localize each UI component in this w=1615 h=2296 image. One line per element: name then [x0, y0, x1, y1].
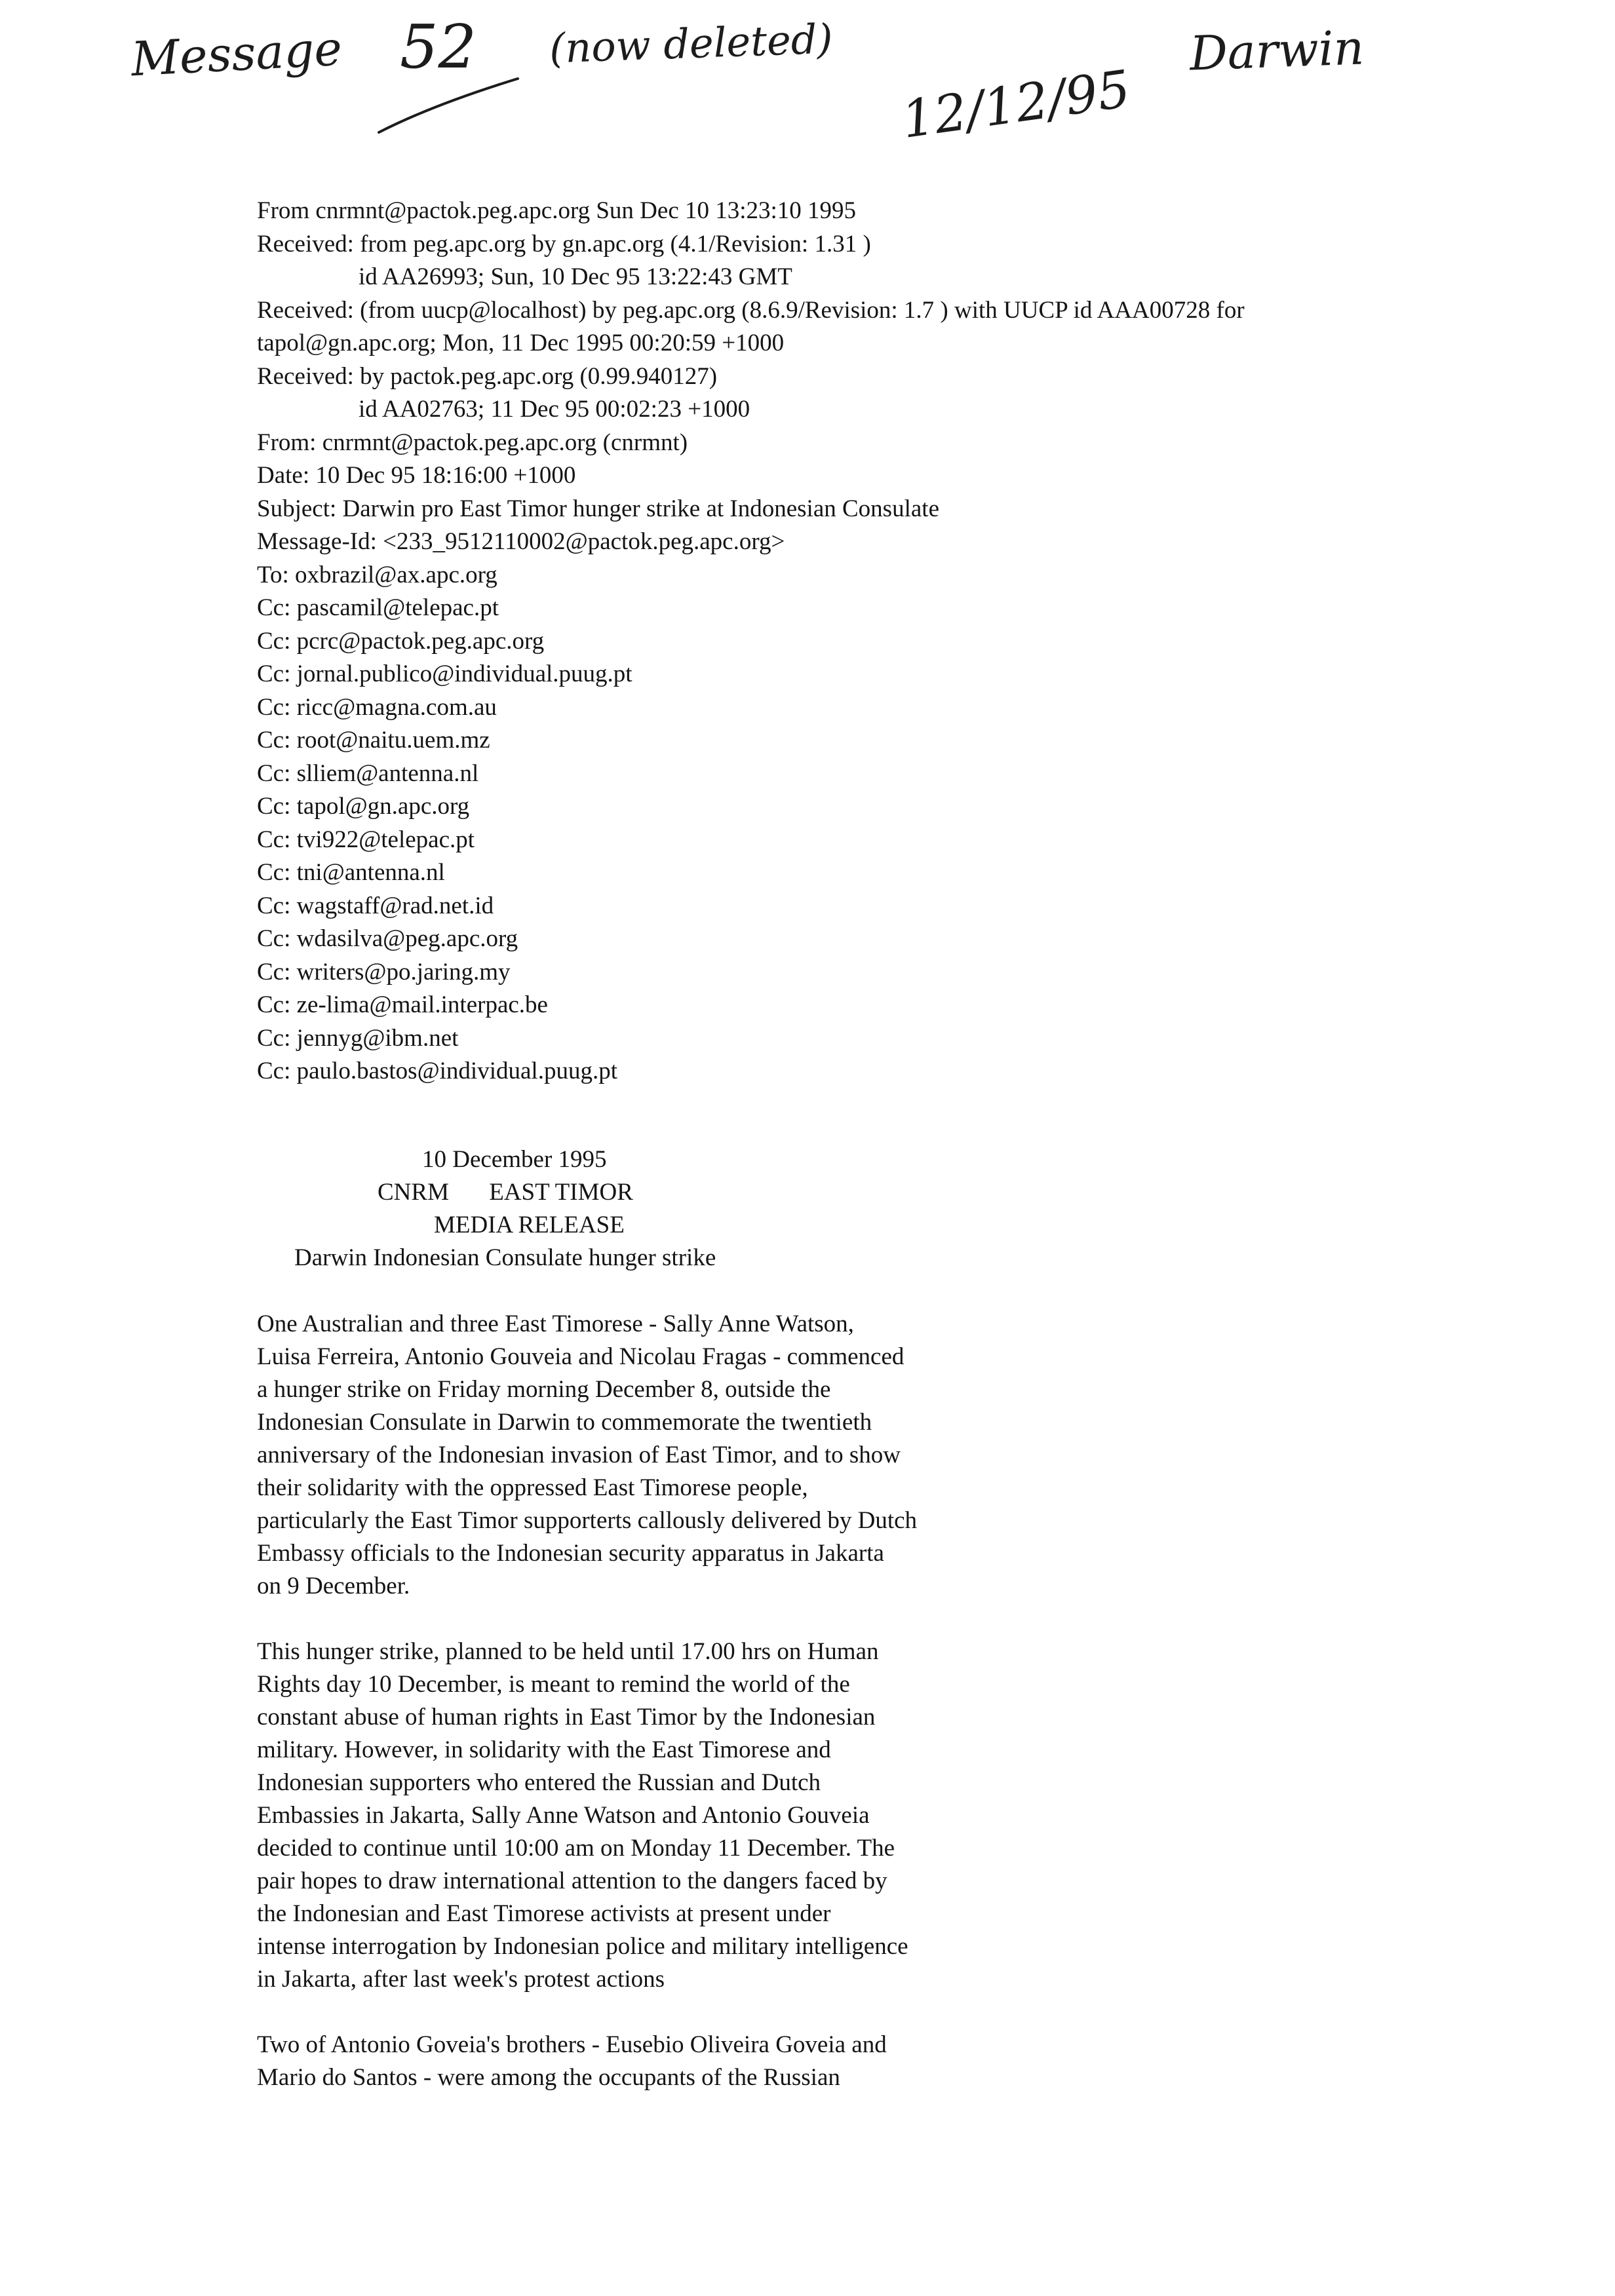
paragraph-line: Rights day 10 December, is meant to remind the world of the: [257, 1671, 850, 1698]
paragraph-3: [257, 2029, 1096, 2094]
header-line: Message-Id: <233_9512110002@pactok.peg.apc.org>: [257, 528, 785, 555]
header-line: Cc: paulo.bastos@individual.puug.pt: [257, 1058, 617, 1084]
handwritten-message-label: Message: [130, 20, 343, 87]
handwritten-date: 12/12/95: [898, 60, 1134, 150]
handwritten-deleted-note: (now deleted): [548, 14, 834, 73]
header-line: Cc: pascamil@telepac.pt: [257, 594, 499, 621]
paragraph-line: military. However, in solidarity with the East Timorese and: [257, 1736, 831, 1763]
release-date: 10 December 1995: [422, 1146, 607, 1173]
header-line: id AA02763; 11 Dec 95 00:02:23 +1000: [359, 396, 750, 423]
media-release-heading: [257, 1143, 1175, 1274]
paragraph-line: Indonesian supporters who entered the Russian and Dutch: [257, 1769, 821, 1796]
paragraph-line: intense interrogation by Indonesian police and military intelligence: [257, 1933, 908, 1960]
paragraph-line: One Australian and three East Timorese - Sally Anne Watson,: [257, 1311, 854, 1337]
paragraph-line: particularly the East Timor supporterts callously delivered by Dutch: [257, 1507, 918, 1534]
header-line: To: oxbrazil@ax.apc.org: [257, 561, 497, 588]
header-line: Cc: writers@po.jaring.my: [257, 958, 511, 985]
header-line: Cc: ze-lima@mail.interpac.be: [257, 991, 548, 1018]
header-line: Cc: slliem@antenna.nl: [257, 759, 479, 787]
email-headers: [257, 195, 1502, 1088]
paragraph-line: Two of Antonio Goveia's brothers - Eusebio Oliveira Goveia and: [257, 2031, 887, 2058]
paragraph-1: [257, 1308, 1096, 1603]
header-line: Subject: Darwin pro East Timor hunger strike at Indonesian Consulate: [257, 495, 939, 522]
paragraph-line: Indonesian Consulate in Darwin to commemorate the twentieth: [257, 1409, 872, 1436]
paragraph-line: This hunger strike, planned to be held until 17.00 hrs on Human: [257, 1638, 879, 1665]
header-line: Date: 10 Dec 95 18:16:00 +1000: [257, 462, 576, 489]
header-line: Cc: root@naitu.uem.mz: [257, 727, 490, 754]
header-line: Cc: pcrc@pactok.peg.apc.org: [257, 627, 545, 655]
header-line: Received: by pactok.peg.apc.org (0.99.940127): [257, 362, 718, 390]
paragraph-2: [257, 1636, 1096, 1996]
paragraph-line: constant abuse of human rights in East Timor by the Indonesian: [257, 1704, 876, 1731]
header-line: Received: (from uucp@localhost) by peg.apc.org (8.6.9/Revision: 1.7 ) with UUCP id AAA00728 for: [257, 296, 1245, 324]
header-line: Cc: tni@antenna.nl: [257, 859, 445, 886]
paragraph-line: anniversary of the Indonesian invasion of East Timor, and to show: [257, 1442, 901, 1468]
paragraph-line: Embassy officials to the Indonesian security apparatus in Jakarta: [257, 1540, 884, 1567]
paragraph-line: the Indonesian and East Timorese activists at present under: [257, 1900, 831, 1927]
release-type: MEDIA RELEASE: [434, 1212, 625, 1238]
paragraph-line: decided to continue until 10:00 am on Monday 11 December. The: [257, 1835, 895, 1862]
header-line: Cc: jennyg@ibm.net: [257, 1024, 459, 1052]
header-line: Cc: wagstaff@rad.net.id: [257, 892, 494, 919]
release-headline: Darwin Indonesian Consulate hunger strike: [294, 1244, 716, 1271]
handwritten-message-number: 52: [400, 12, 477, 82]
paragraph-line: a hunger strike on Friday morning December 8, outside the: [257, 1376, 831, 1403]
header-line: Received: from peg.apc.org by gn.apc.org (4.1/Revision: 1.31 ): [257, 230, 871, 258]
release-region: EAST TIMOR: [489, 1179, 633, 1206]
underline-stroke: [379, 79, 518, 132]
header-line: id AA26993; Sun, 10 Dec 95 13:22:43 GMT: [359, 263, 792, 290]
paragraph-line: Embassies in Jakarta, Sally Anne Watson and Antonio Gouveia: [257, 1802, 870, 1829]
paragraph-line: in Jakarta, after last week's protest actions: [257, 1966, 665, 1993]
release-org-line: [378, 1176, 1295, 1209]
header-line: Cc: tvi922@telepac.pt: [257, 826, 475, 853]
paragraph-line: on 9 December.: [257, 1573, 410, 1599]
header-line: From cnrmnt@pactok.peg.apc.org Sun Dec 10 13:23:10 1995: [257, 197, 857, 224]
header-line: From: cnrmnt@pactok.peg.apc.org (cnrmnt): [257, 429, 688, 456]
header-line: Cc: wdasilva@peg.apc.org: [257, 925, 518, 952]
header-line: Cc: ricc@magna.com.au: [257, 693, 497, 721]
release-org: CNRM: [378, 1179, 449, 1206]
header-line: Cc: jornal.publico@individual.puug.pt: [257, 660, 632, 687]
paragraph-line: Mario do Santos - were among the occupants of the Russian: [257, 2064, 840, 2091]
header-line: tapol@gn.apc.org; Mon, 11 Dec 1995 00:20:59 +1000: [257, 330, 785, 356]
paragraph-line: Luisa Ferreira, Antonio Gouveia and Nicolau Fragas - commenced: [257, 1343, 905, 1370]
paragraph-line: their solidarity with the oppressed East Timorese people,: [257, 1474, 808, 1501]
handwritten-location: Darwin: [1188, 20, 1365, 81]
header-line: Cc: tapol@gn.apc.org: [257, 793, 470, 820]
paragraph-line: pair hopes to draw international attention to the dangers faced by: [257, 1867, 887, 1894]
